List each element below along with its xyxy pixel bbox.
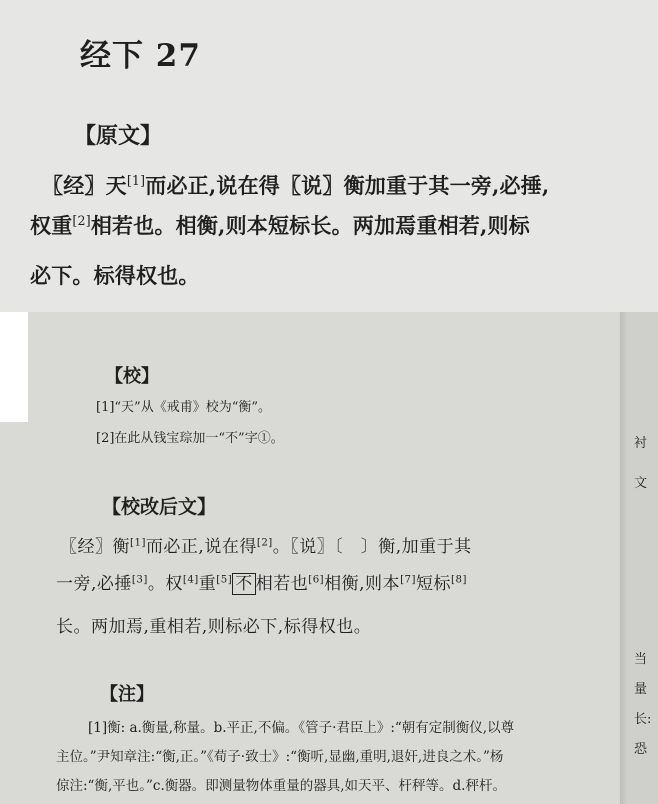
yuanwen-heading: 【原文】 bbox=[74, 123, 163, 149]
side-text-4: 量 bbox=[634, 682, 648, 697]
jiaogai-line-3: 长。两加焉,重相若,则标必下,标得权也。 bbox=[56, 617, 372, 637]
side-text-1: 衬 bbox=[634, 436, 648, 451]
jiao-heading: 【校】 bbox=[105, 366, 159, 387]
section-title: 经下 27 bbox=[80, 38, 201, 74]
side-text-6: 恐 bbox=[634, 742, 648, 757]
side-text-2: 文 bbox=[634, 476, 648, 491]
zhu-heading: 【注】 bbox=[100, 684, 154, 705]
jiao-note-2: [2]在此从钱宝琮加一“不”字①。 bbox=[96, 431, 284, 446]
jiao-note-1: [1]“天”从《戒甫》校为“衡”。 bbox=[96, 400, 271, 415]
upper-page bbox=[0, 0, 658, 312]
yuanwen-line-1: 〖经〗天[1]而必正,说在得〖说〗衡加重于其一旁,必捶, bbox=[42, 173, 550, 198]
boxed-character: 不 bbox=[232, 573, 256, 595]
yuanwen-line-3: 必下。标得权也。 bbox=[30, 263, 200, 288]
side-text-5: 长: bbox=[634, 712, 652, 727]
jiaogai-line-2: 一旁,必捶[3]。权[4]重[5] 不 相若也[6]相衡,则本[7]短标[8] bbox=[56, 574, 467, 594]
side-text-3: 当 bbox=[634, 652, 648, 667]
jiaogai-heading: 【校改后文】 bbox=[102, 496, 217, 518]
zhu-line-2: 主位。”尹知章注:“衡,正。”《荀子·致士》:“衡听,显幽,重明,退奸,进良之术。”杨 bbox=[56, 749, 504, 765]
zhu-line-3: 倞注:“衡,平也。”c.衡器。即测量物体重量的器具,如天平、杆秤等。d.秤杆。 bbox=[56, 778, 506, 794]
lower-page bbox=[0, 312, 628, 804]
yuanwen-line-2: 权重[2]相若也。相衡,则本短标长。两加焉重相若,则标 bbox=[30, 213, 530, 238]
jiaogai-line-1: 〖经〗衡[1]而必正,说在得[2]。〖说〗〔 〕衡,加重于其 bbox=[60, 537, 472, 557]
zhu-line-1: [1]衡: a.衡量,称量。b.平正,不偏。《管子·君臣上》:“朝有定制衡仪,以尊 bbox=[88, 720, 515, 736]
adjacent-page-edge bbox=[628, 312, 658, 804]
